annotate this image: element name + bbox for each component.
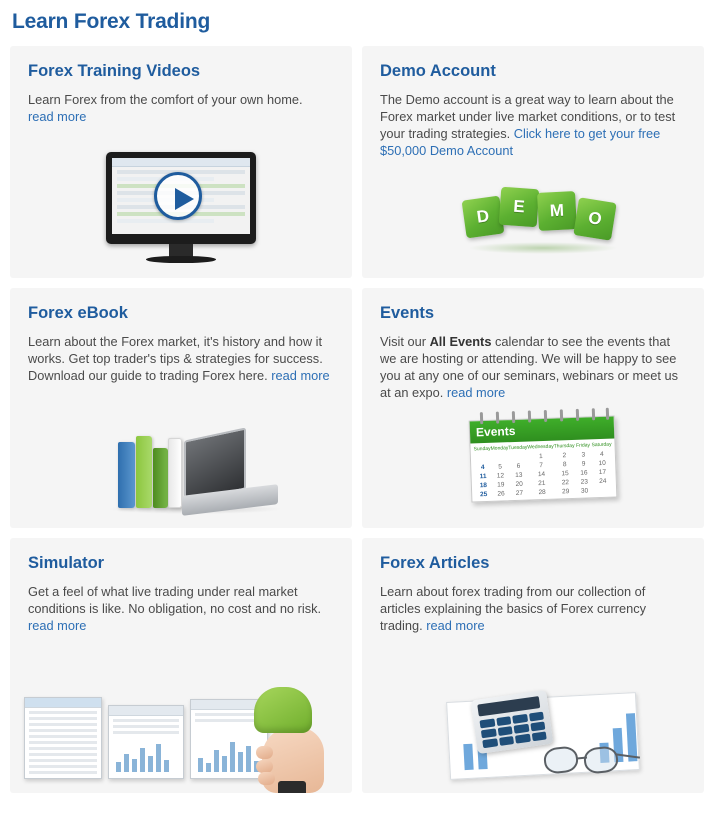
calculator-icon	[471, 690, 554, 754]
cube-letter: D	[462, 196, 505, 239]
card-body-text-pre: Visit our	[380, 334, 430, 349]
simulator-hand-image	[10, 661, 352, 793]
all-events-label: All Events	[429, 334, 492, 349]
card-title: Forex eBook	[28, 304, 128, 322]
read-more-link[interactable]: read more	[28, 109, 87, 124]
card-body	[28, 583, 334, 634]
card-title: Forex Training Videos	[28, 62, 201, 80]
card-title: Events	[380, 304, 435, 322]
read-more-link[interactable]: read more	[426, 618, 485, 633]
demo-account-link[interactable]: Click here to get your free $50,000 Demo Account	[380, 126, 661, 158]
card-forex-training-videos[interactable]	[10, 46, 352, 278]
card-title: Demo Account	[380, 62, 496, 80]
card-body	[380, 583, 686, 634]
demo-cubes-image	[362, 152, 704, 272]
book-icon	[118, 442, 135, 508]
calendar-grid: Sunday Monday Tuesday Wednesday Thursday Friday Saturday 1 2 3 4 4 5 6 7 8 9 10 11 12 13 14 15 16 17 18 19 20 21 22 23 24 25 26 27 28 29 30	[473, 441, 612, 499]
card-title: Forex Articles	[380, 554, 490, 572]
books-laptop-image	[10, 402, 352, 522]
trading-panel	[24, 697, 102, 779]
read-more-link[interactable]: read more	[271, 368, 330, 383]
book-icon	[168, 438, 182, 508]
play-icon[interactable]	[154, 172, 202, 220]
card-body-text: Get a feel of what live trading under real market conditions is like. No obligation, no cost and no risk.	[28, 584, 322, 616]
card-title: Simulator	[28, 554, 105, 572]
card-demo-account[interactable]	[362, 46, 704, 278]
card-body-text: The Demo account is a great way to learn about the Forex market under live market conditions, or to test your trading strategies.	[380, 92, 676, 141]
card-body	[28, 91, 334, 125]
card-body-text: Learn about forex trading from our collection of articles explaining the basics of Forex currency trading.	[380, 584, 647, 633]
book-icon	[136, 436, 152, 508]
calculator-glasses-image	[362, 661, 704, 787]
cards-grid	[10, 46, 705, 793]
card-body-text: Learn Forex from the comfort of your own home.	[28, 92, 303, 107]
card-simulator[interactable]	[10, 538, 352, 793]
cube-letter: O	[573, 197, 616, 240]
calendar-body	[469, 415, 618, 502]
card-events[interactable]	[362, 288, 704, 528]
trading-panel	[108, 705, 184, 779]
card-body	[28, 333, 334, 384]
glasses-icon	[544, 739, 640, 777]
calendar-header: Events	[470, 417, 615, 444]
card-body-text: Learn about the Forex market, it's history and how it works. Get top trader's tips & strategies for success. Download our guide to trading Forex here.	[28, 334, 323, 383]
cube-letter: E	[499, 187, 540, 228]
page-title: Learn Forex Trading	[12, 10, 211, 33]
book-icon	[153, 448, 168, 508]
monitor-base	[146, 256, 216, 263]
learn-forex-page	[0, 10, 715, 793]
card-body	[380, 91, 686, 159]
card-body	[380, 333, 686, 401]
read-more-link[interactable]: read more	[446, 385, 506, 400]
card-forex-articles[interactable]	[362, 538, 704, 793]
monitor-play-icon	[10, 152, 352, 272]
card-forex-ebook[interactable]	[10, 288, 352, 528]
card-body-text-post: calendar to see the events that we are hosting or attending. We will be happy to see you at any one of our seminars, webinars or meet us at an expo.	[380, 334, 679, 400]
hand-joystick-icon	[252, 683, 338, 793]
read-more-link[interactable]: read more	[28, 618, 87, 633]
calendar-image	[362, 402, 704, 522]
cube-letter: M	[537, 191, 577, 231]
